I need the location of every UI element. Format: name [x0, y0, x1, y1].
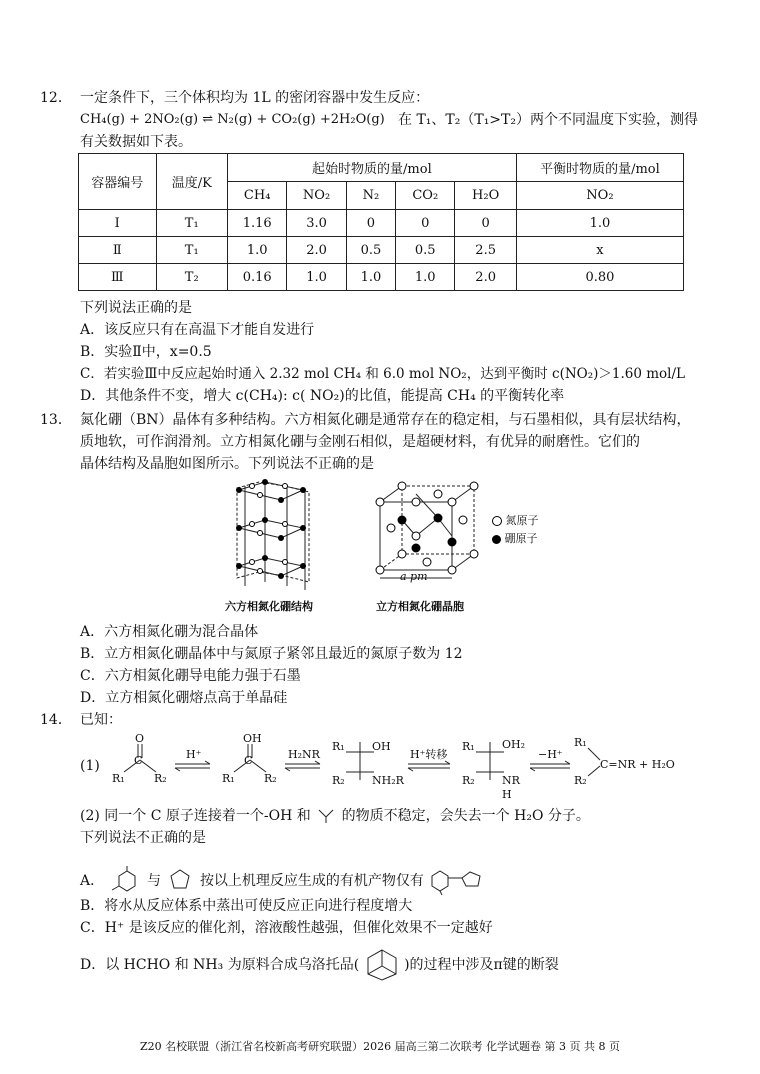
cell: Ⅲ — [79, 264, 157, 291]
scheme-nr-4: NR — [502, 774, 520, 787]
table-row — [79, 264, 684, 291]
cell: x — [516, 237, 683, 264]
cell: 1.0 — [227, 237, 286, 264]
cell: 0 — [396, 210, 455, 237]
reaction-mechanism-scheme — [110, 730, 710, 802]
scheme-oh-2: OH — [243, 732, 262, 745]
q14-option-c: C．H⁺ 是该反应的催化剂，溶液酸性越强，但催化效果不一定越好 — [80, 920, 493, 936]
subheader-eq-no2: NO₂ — [516, 182, 683, 210]
q14-part2-tail: 的物质不稳定，会失去一个 H₂O 分子。 — [341, 808, 590, 824]
q12-option-c: C．若实验Ⅲ中反应起始时通入 2.32 mol CH₄ 和 6.0 mol NO₂，达到平衡时 c(NO₂)＞1.60 mol/L — [80, 366, 686, 382]
cell: 0.5 — [346, 237, 395, 264]
subheader-co2: CO₂ — [396, 182, 455, 210]
scheme-h-transfer: H⁺转移 — [410, 748, 448, 761]
nitrogen-atom-icon — [492, 516, 502, 526]
q12-stem: 一定条件下，三个体积均为 1L 的密闭容器中发生反应： — [80, 90, 430, 106]
cell: 2.0 — [287, 237, 346, 264]
scheme-r1-4: R₁ — [462, 740, 475, 753]
table-row — [79, 237, 684, 264]
q14-option-a — [80, 866, 490, 896]
q14-option-a-label: A． — [80, 873, 105, 889]
q13-line3: 晶体结构及晶胞如图所示。下列说法不正确的是 — [80, 456, 374, 472]
pyrrolidine-icon — [165, 866, 195, 896]
cubic-bn-cell-figure — [372, 480, 487, 585]
q13-line1: 氮化硼（BN）晶体有多种结构。六方相氮化硼是通常存在的稳定相，与石墨相似，具有层状结构， — [80, 412, 691, 428]
scheme-c-1: C — [134, 754, 143, 767]
legend-nitrogen — [492, 512, 539, 528]
cell: T₂ — [156, 264, 227, 291]
scheme-r1-5: R₁ — [574, 736, 587, 749]
scheme-r2-4: R₂ — [462, 774, 475, 787]
scheme-r1-1: R₁ — [112, 772, 125, 785]
q12-prompt: 下列说法正确的是 — [80, 300, 192, 316]
scheme-r2-5: R₂ — [574, 774, 587, 787]
q13-option-d: D．立方相氮化硼熔点高于单晶硅 — [80, 690, 288, 706]
legend-boron — [492, 530, 538, 546]
q12-stem-line3: 有关数据如下表。 — [80, 134, 192, 150]
boron-atom-icon — [492, 535, 501, 544]
q12-equation-tail: 在 T₁、T₂（T₁>T₂）两个不同温度下实验，测得 — [398, 112, 698, 128]
scheme-c-2: C — [244, 754, 253, 767]
cell: 2.5 — [455, 237, 516, 264]
enamine-product-icon — [428, 866, 490, 896]
q13-option-b: B．立方相氮化硼晶体中与氮原子紧邻且最近的氮原子数为 12 — [80, 646, 463, 662]
subheader-n2: N₂ — [346, 182, 395, 210]
hexagonal-bn-caption: 六方相氮化硼结构 — [225, 600, 313, 613]
cell: Ⅰ — [79, 210, 157, 237]
cell: 1.0 — [396, 264, 455, 291]
legend-nitrogen-label: 氮原子 — [505, 514, 539, 527]
q12-option-a: A．该反应只有在高温下才能自发进行 — [80, 322, 315, 338]
scheme-r2-1: R₂ — [154, 772, 167, 785]
scheme-h-4: H — [502, 788, 512, 801]
q14-part2 — [80, 806, 590, 826]
q14-option-d-text2: )的过程中涉及π键的断裂 — [404, 957, 559, 973]
q13-option-c: C．六方相氮化硼导电能力强于石墨 — [80, 668, 301, 684]
scheme-minus-h: −H⁺ — [538, 748, 563, 761]
q14-option-b: B．将水从反应体系中蒸出可使反应正向进行程度增大 — [80, 898, 413, 914]
cell: 1.0 — [287, 264, 346, 291]
q12-option-d: D．其他条件不变，增大 c(CH₄): c( NO₂)的比值，能提高 CH₄ 的平衡转化率 — [80, 388, 565, 404]
cell: 0 — [346, 210, 395, 237]
q13-option-a: A．六方相氮化硼为混合晶体 — [80, 624, 259, 640]
header-equilibrium-amount: 平衡时物质的量/mol — [516, 154, 683, 182]
scheme-nh2r-3: NH₂R — [372, 774, 404, 787]
legend-boron-label: 硼原子 — [504, 532, 538, 545]
cell: 1.16 — [227, 210, 286, 237]
cell: 0.80 — [516, 264, 683, 291]
q14-known: 已知： — [80, 712, 122, 728]
table-row — [79, 210, 684, 237]
cell: T₁ — [156, 210, 227, 237]
header-temperature: 温度/K — [156, 154, 227, 210]
q14-option-d — [80, 948, 559, 982]
page-footer: Z20 名校联盟（浙江省名校新高考研究联盟）2026 届高三第二次联考 化学试题卷 第 3 页 共 8 页 — [139, 1040, 621, 1053]
q14-option-a-text: 按以上机理反应生成的有机产物仅有 — [199, 873, 424, 889]
q14-number: 14． — [40, 712, 72, 728]
cubic-bn-caption: 立方相氮化硼晶胞 — [376, 600, 464, 613]
cell: 0.5 — [396, 237, 455, 264]
subheader-h2o: H₂O — [455, 182, 516, 210]
cell: 0.16 — [227, 264, 286, 291]
scheme-hplus-1: H⁺ — [186, 748, 202, 761]
header-container: 容器编号 — [79, 154, 157, 210]
q14-prompt: 下列说法不正确的是 — [80, 830, 206, 846]
scheme-oh-3: OH — [372, 740, 391, 753]
scheme-r1-3: R₁ — [332, 740, 345, 753]
hexamine-structure-icon — [364, 948, 400, 982]
scheme-r1-2: R₁ — [222, 772, 235, 785]
subheader-ch4: CH₄ — [227, 182, 286, 210]
cell-edge-label: a pm — [400, 570, 428, 583]
scheme-r2-2: R₂ — [264, 772, 277, 785]
scheme-h2nr: H₂NR — [288, 748, 320, 761]
q14-option-d-text1: D．以 HCHO 和 NH₃ 为原料合成乌洛托品( — [80, 957, 360, 973]
scheme-o-1: O — [135, 732, 145, 745]
q14-part1-label: (1) — [80, 758, 100, 774]
hexagonal-bn-structure-figure — [225, 478, 325, 598]
header-start-amount: 起始时物质的量/mol — [227, 154, 516, 182]
q14-part2-text: (2) 同一个 C 原子连接着一个-OH 和 — [80, 808, 311, 824]
q13-line2: 质地软，可作润滑剂。立方相氮化硼与金刚石相似，是超硬材料，有优异的耐磨性。它们的 — [80, 434, 640, 450]
cell: 1.0 — [346, 264, 395, 291]
cell: 2.0 — [455, 264, 516, 291]
scheme-r2-3: R₂ — [332, 774, 345, 787]
amine-n-icon — [315, 808, 337, 824]
q12-option-b: B．实验Ⅱ中，x=0.5 — [80, 344, 212, 360]
scheme-oh2-4: OH₂ — [502, 738, 526, 751]
scheme-product: C=NR + H₂O — [600, 758, 675, 771]
cell: 1.0 — [516, 210, 683, 237]
q13-number: 13． — [40, 412, 72, 428]
q12-equation: CH₄(g) + 2NO₂(g) ⇌ N₂(g) + CO₂(g) +2H₂O(g) — [80, 112, 385, 127]
cyclohexanone-icon — [109, 866, 143, 896]
cell: Ⅱ — [79, 237, 157, 264]
cell: 0 — [455, 210, 516, 237]
subheader-no2: NO₂ — [287, 182, 346, 210]
q12-data-table — [78, 153, 684, 291]
q14-option-a-and: 与 — [147, 873, 162, 889]
cell: 3.0 — [287, 210, 346, 237]
cell: T₁ — [156, 237, 227, 264]
q12-number: 12． — [40, 90, 72, 106]
